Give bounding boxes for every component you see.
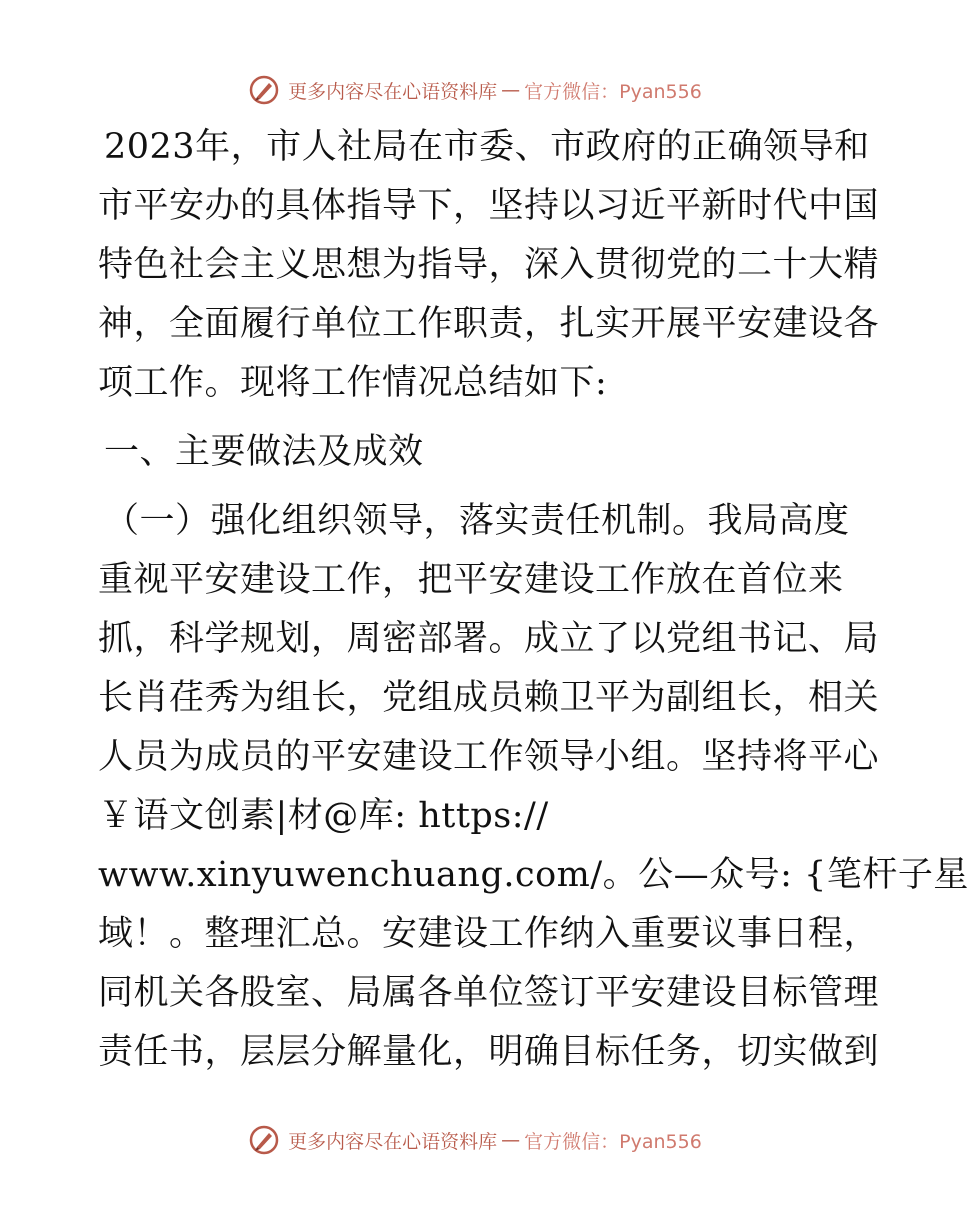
intro-line-5: 项工作。现将工作情况总结如下: xyxy=(98,363,608,403)
watermark-separator: — xyxy=(501,1129,521,1151)
watermark-contact: 官方微信：Pyan556 xyxy=(524,80,702,103)
section1-line-4: 长肖荏秀为组长，党组成员赖卫平为副组长，相关 xyxy=(98,678,880,718)
intro-line-2: 市平安办的具体指导下，坚持以习近平新时代中国 xyxy=(98,186,880,226)
footer-watermark xyxy=(0,1120,950,1160)
watermark-separator: — xyxy=(501,79,521,101)
section1-line-10: 责任书，层层分解量化，明确目标任务，切实做到 xyxy=(98,1032,880,1072)
pen-logo-icon xyxy=(248,1124,280,1156)
section1-line-5: 人员为成员的平安建设工作领导小组。坚持将平心 xyxy=(98,737,880,777)
section1-line-1: （一）强化组织领导，落实责任机制。我局高度 xyxy=(104,501,850,541)
section1-line-6: ￥语文创素|材@库: https:// xyxy=(98,796,549,836)
section1-line-7: www.xinyuwenchuang.com/。公—众号: {笔杆子星 xyxy=(98,855,969,895)
watermark-text: 更多内容尽在心语资料库 xyxy=(288,80,498,103)
watermark-contact: 官方微信：Pyan556 xyxy=(524,1130,702,1153)
header-watermark xyxy=(0,70,950,110)
watermark-text: 更多内容尽在心语资料库 xyxy=(288,1130,498,1153)
intro-line-4: 神，全面履行单位工作职责，扎实开展平安建设各 xyxy=(98,304,880,344)
section-heading: 一、主要做法及成效 xyxy=(104,432,424,472)
pen-logo-icon xyxy=(248,74,280,106)
intro-line-1: 2023年，市人社局在市委、市政府的正确领导和 xyxy=(104,127,870,167)
intro-line-3: 特色社会主义思想为指导，深入贯彻党的二十大精 xyxy=(98,245,880,285)
section1-line-3: 抓，科学规划，周密部署。成立了以党组书记、局 xyxy=(98,619,880,659)
document-body xyxy=(98,118,969,1082)
section1-line-8: 域！。整理汇总。安建设工作纳入重要议事日程， xyxy=(98,914,880,954)
section1-line-2: 重视平安建设工作，把平安建设工作放在首位来 xyxy=(98,560,844,600)
section1-line-9: 同机关各股室、局属各单位签订平安建设目标管理 xyxy=(98,973,880,1013)
